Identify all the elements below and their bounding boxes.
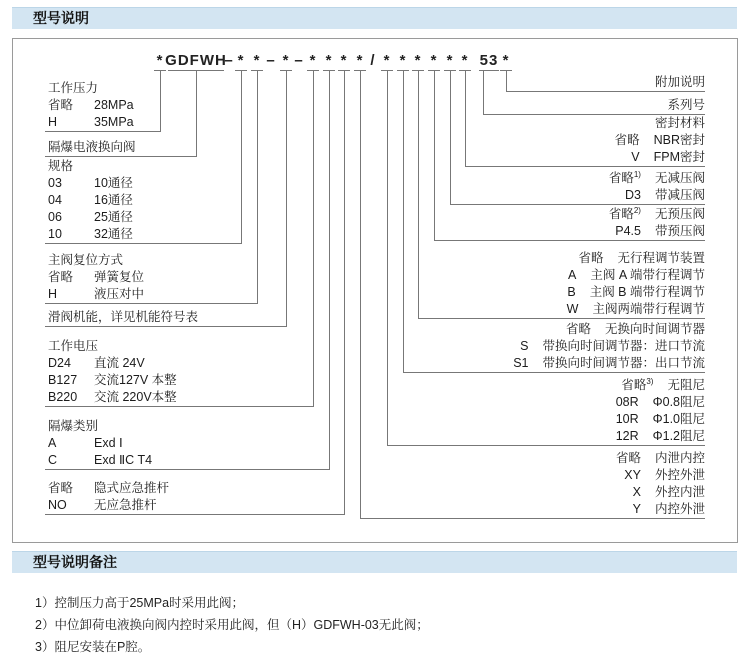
row-desc: 带减压阀	[654, 188, 705, 202]
connector-vertical	[344, 70, 345, 514]
connector-vertical	[160, 70, 161, 131]
row-code: 10	[48, 227, 62, 241]
right-block-row	[631, 149, 705, 166]
row-title: 工作压力	[48, 81, 99, 95]
row-desc: 无应急推杆	[94, 498, 157, 512]
row-desc: FPM密封	[653, 150, 705, 164]
row-desc: 无换向时间调节器	[604, 322, 705, 336]
row-code: 03	[48, 176, 62, 190]
model-code-token: *	[446, 52, 454, 69]
row-desc: 28MPa	[94, 98, 134, 112]
row-code: 省略	[48, 98, 74, 112]
block-underline	[387, 445, 705, 446]
row-title: 工作电压	[48, 339, 99, 353]
row-code: 省略	[578, 251, 604, 265]
model-code-token: *	[461, 52, 469, 69]
left-block-row	[48, 139, 136, 156]
row-desc: 主阀两端带行程调节	[592, 302, 705, 316]
row-code-sup: 1)	[633, 169, 641, 179]
left-block-row	[48, 209, 133, 226]
left-block-row	[48, 338, 98, 355]
row-desc: 32通径	[94, 227, 133, 241]
block-underline	[465, 166, 705, 167]
row-desc: 无行程调节装置	[617, 251, 705, 265]
row-code: 省略	[48, 270, 74, 284]
connector-vertical	[465, 70, 466, 166]
model-code-token: *	[237, 52, 245, 69]
row-desc: 直流 24V	[94, 356, 145, 370]
right-block-row	[568, 267, 705, 284]
row-code: B220	[48, 390, 78, 404]
model-code-token: *	[325, 52, 333, 69]
row-code: 08R	[615, 395, 639, 409]
right-block-row	[615, 223, 705, 240]
block-underline	[45, 243, 242, 244]
left-block-row	[48, 252, 123, 269]
connector-vertical	[506, 70, 507, 91]
row-code-sup: 2)	[633, 205, 641, 215]
model-code-token: GDFWH	[165, 52, 227, 69]
left-block-row	[48, 226, 133, 243]
row-title: 隔爆类别	[48, 419, 99, 433]
right-block-row	[578, 250, 705, 267]
model-code-token: *	[309, 52, 317, 69]
row-desc: Φ1.0阻尼	[652, 412, 705, 426]
row-title: 附加说明	[654, 75, 705, 89]
row-desc: Φ0.8阻尼	[652, 395, 705, 409]
right-block-row	[655, 74, 705, 91]
block-underline	[45, 326, 287, 327]
block-underline	[403, 372, 705, 373]
left-block-row	[48, 497, 157, 514]
block-underline	[418, 318, 705, 319]
row-code-sup: 3)	[646, 376, 654, 386]
row-desc: 液压对中	[94, 287, 145, 301]
row-code: 省略$^{3)}$	[621, 376, 654, 392]
section-title: 型号说明备注	[33, 554, 117, 570]
right-block-row	[567, 301, 705, 318]
section-header-model-notes	[12, 551, 737, 573]
right-block-row	[625, 187, 705, 204]
note-line: 1）控制压力高于25MPa时采用此阀；	[35, 596, 245, 610]
row-code: 06	[48, 210, 62, 224]
model-code-token: *	[282, 52, 290, 69]
left-block-row	[48, 80, 98, 97]
row-desc: 主阀 A 端带行程调节	[590, 268, 705, 282]
note-line: 2）中位卸荷电液换向阀内控时采用此阀，但（H）GDFWH-03无此阀；	[35, 618, 429, 632]
row-desc: 无阻尼	[667, 378, 705, 392]
row-desc: 内控外泄	[654, 502, 705, 516]
code-tick	[479, 70, 499, 71]
left-block-row	[48, 435, 123, 452]
row-code: 10R	[615, 412, 639, 426]
connector-vertical	[313, 70, 314, 406]
connector-vertical	[257, 70, 258, 303]
row-desc: NBR密封	[653, 133, 705, 147]
row-desc: 25通径	[94, 210, 133, 224]
row-desc: Exd Ⅰ	[94, 436, 123, 450]
right-block-row	[513, 355, 705, 372]
connector-vertical	[387, 70, 388, 445]
right-block-row	[616, 450, 705, 467]
row-code: A	[568, 268, 577, 282]
row-desc: 隐式应急推杆	[94, 481, 170, 495]
row-code: C	[48, 453, 58, 467]
row-title: 规格	[48, 159, 74, 173]
right-block-row	[655, 115, 705, 132]
right-block-row	[520, 338, 705, 355]
right-block-row	[616, 428, 705, 445]
left-block-row	[48, 452, 152, 469]
block-underline	[45, 303, 258, 304]
model-code-token: *	[414, 52, 422, 69]
row-title: 主阀复位方式	[48, 253, 124, 267]
model-code-token: *	[340, 52, 348, 69]
left-block-row	[48, 286, 144, 303]
connector-vertical	[418, 70, 419, 318]
row-desc: 交流 220V本整	[94, 390, 177, 404]
left-block-row	[48, 418, 98, 435]
row-desc: 带换向时间调节器：进口节流	[542, 339, 705, 353]
model-code-token: –	[224, 52, 234, 69]
model-code-token: *	[156, 52, 164, 69]
connector-vertical	[403, 70, 404, 372]
model-code-token: *	[502, 52, 510, 69]
row-code: 省略	[615, 451, 641, 465]
connector-vertical	[241, 70, 242, 243]
row-desc: 弹簧复位	[94, 270, 145, 284]
block-underline	[450, 204, 705, 205]
row-code: X	[632, 485, 641, 499]
block-underline	[45, 131, 161, 132]
left-block-row	[48, 269, 144, 286]
block-underline	[45, 406, 314, 407]
row-code: V	[631, 150, 640, 164]
row-code: A	[48, 436, 57, 450]
row-code: B	[567, 285, 576, 299]
row-code: H	[48, 115, 58, 129]
block-underline	[45, 156, 197, 157]
section-header-model-description	[12, 7, 737, 29]
row-desc: 外控内泄	[654, 485, 705, 499]
model-code-token: *	[383, 52, 391, 69]
row-code: NO	[48, 498, 67, 512]
row-desc: 内泄内控	[654, 451, 705, 465]
right-block-row	[667, 97, 705, 114]
model-code-token: *	[356, 52, 364, 69]
left-block-row	[48, 192, 133, 209]
connector-vertical	[450, 70, 451, 204]
connector-vertical	[286, 70, 287, 326]
row-desc: Exd ⅡC T4	[94, 453, 153, 467]
right-block-row	[609, 206, 705, 223]
row-desc: 交流127V 本整	[94, 373, 177, 387]
row-code: 省略$^{1)}$	[608, 169, 641, 185]
row-title: 密封材料	[654, 116, 705, 130]
right-block-row	[624, 467, 705, 484]
row-code: 省略	[48, 481, 74, 495]
right-block-row	[616, 411, 705, 428]
left-block-row	[48, 389, 177, 406]
left-block-row	[48, 97, 134, 114]
row-desc: 外控外泄	[654, 468, 705, 482]
section-title: 型号说明	[33, 10, 89, 26]
block-underline	[45, 514, 345, 515]
row-desc: 带换向时间调节器：出口节流	[542, 356, 705, 370]
left-block-row	[48, 175, 133, 192]
left-block-row	[48, 355, 145, 372]
row-desc: 主阀 B 端带行程调节	[589, 285, 705, 299]
left-block-row	[48, 480, 169, 497]
model-code-token: *	[399, 52, 407, 69]
block-underline	[45, 469, 330, 470]
model-code-token: –	[266, 52, 276, 69]
row-code: S1	[513, 356, 529, 370]
row-desc: 35MPa	[94, 115, 134, 129]
right-block-row	[615, 132, 705, 149]
row-code: W	[566, 302, 579, 316]
row-desc: 无预压阀	[654, 207, 705, 221]
row-code: S	[520, 339, 529, 353]
row-title: 滑阀机能，详见机能符号表	[48, 310, 199, 324]
row-code: Y	[632, 502, 641, 516]
block-underline	[360, 518, 705, 519]
model-code-token: /	[370, 52, 376, 69]
left-block-row	[48, 114, 134, 131]
connector-vertical	[329, 70, 330, 469]
right-block-row	[616, 394, 705, 411]
block-underline	[506, 91, 705, 92]
row-desc: 无减压阀	[654, 171, 705, 185]
row-title: 隔爆电液换向阀	[48, 140, 136, 154]
left-block-row	[48, 309, 198, 326]
row-code: D24	[48, 356, 71, 370]
right-block-row	[633, 501, 705, 518]
connector-vertical	[360, 70, 361, 518]
left-block-row	[48, 372, 177, 389]
row-code: B127	[48, 373, 78, 387]
row-desc: Φ1.2阻尼	[652, 429, 705, 443]
row-code: 省略	[614, 133, 640, 147]
row-code: 省略	[565, 322, 591, 336]
connector-vertical	[483, 70, 484, 114]
row-code: H	[48, 287, 58, 301]
row-code: 04	[48, 193, 62, 207]
row-code: 省略$^{2)}$	[608, 205, 641, 221]
row-title: 系列号	[667, 98, 705, 112]
right-block-row	[633, 484, 705, 501]
row-desc: 16通径	[94, 193, 133, 207]
right-block-row	[567, 284, 705, 301]
block-underline	[434, 240, 705, 241]
left-block-row	[48, 158, 73, 175]
row-code: 12R	[615, 429, 639, 443]
right-block-row	[566, 321, 705, 338]
right-block-row	[609, 170, 705, 187]
right-block-row	[621, 377, 705, 394]
model-notes	[35, 592, 429, 658]
row-code: D3	[625, 188, 641, 202]
row-desc: 10通径	[94, 176, 133, 190]
model-code-token: *	[253, 52, 261, 69]
model-code-token: –	[294, 52, 304, 69]
row-code: P4.5	[615, 224, 641, 238]
note-line: 3）阻尼安装在P腔。	[35, 640, 151, 654]
model-code-token: 53	[479, 52, 499, 69]
connector-vertical	[434, 70, 435, 240]
row-code: XY	[624, 468, 641, 482]
connector-vertical	[196, 70, 197, 156]
model-code-token: *	[430, 52, 438, 69]
row-desc: 带预压阀	[654, 224, 705, 238]
